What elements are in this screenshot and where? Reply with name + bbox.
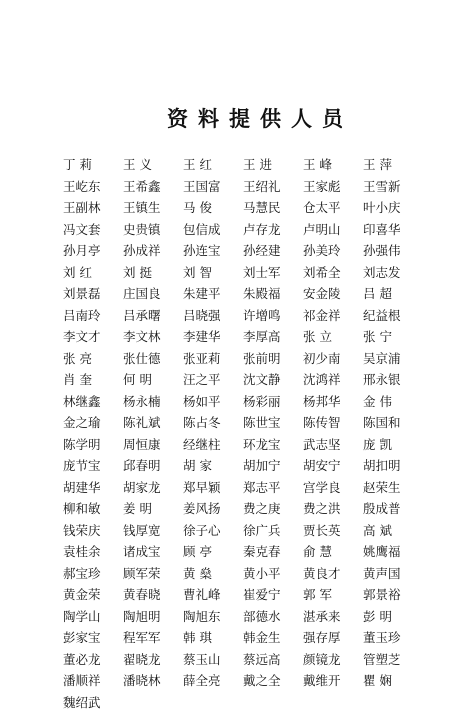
contributor-name: 陈世宝 [243,412,303,434]
contributor-name: 马慧民 [243,197,303,219]
contributor-name: 张 立 [303,326,363,348]
contributor-name: 韩金生 [243,627,303,649]
contributor-name: 郝宝珍 [63,563,123,585]
contributor-name: 董必龙 [63,649,123,671]
contributor-name: 王 进 [243,154,303,176]
contributor-name: 林继鑫 [63,391,123,413]
contributor-name: 王雪新 [363,176,423,198]
contributor-name: 仓太平 [303,197,363,219]
contributor-name: 蔡玉山 [183,649,243,671]
page-title: 资料提供人员 [0,103,450,133]
contributor-name: 包信成 [183,219,243,241]
contributor-name: 孙成祥 [123,240,183,262]
contributor-name: 姜 明 [123,498,183,520]
contributor-name: 朱建平 [183,283,243,305]
contributor-name: 王 义 [123,154,183,176]
contributor-name: 郑早颖 [183,477,243,499]
contributor-name: 瞿 娴 [363,670,423,692]
contributor-name: 刘士军 [243,262,303,284]
contributor-name: 翟晓龙 [123,649,183,671]
contributor-name: 叶小庆 [363,197,423,219]
contributor-name: 王 峰 [303,154,363,176]
contributor-name: 刘志发 [363,262,423,284]
contributor-name: 顾军荣 [123,563,183,585]
contributor-name: 刘希全 [303,262,363,284]
contributor-name: 王国富 [183,176,243,198]
contributor-name: 徐广兵 [243,520,303,542]
contributor-name: 董玉珍 [363,627,423,649]
contributor-name: 金之瑜 [63,412,123,434]
contributor-name: 高 斌 [363,520,423,542]
contributor-name: 刘景磊 [63,283,123,305]
contributor-name: 杨如平 [183,391,243,413]
contributor-name: 姜风扬 [183,498,243,520]
contributor-name: 吴京浦 [363,348,423,370]
contributor-name: 汪之平 [183,369,243,391]
contributor-name: 黄小平 [243,563,303,585]
contributor-name: 沈文静 [243,369,303,391]
contributor-name: 陈学明 [63,434,123,456]
contributor-name: 刘 智 [183,262,243,284]
contributor-name: 秦克春 [243,541,303,563]
contributor-name: 管塑芝 [363,649,423,671]
contributor-name: 黄良才 [303,563,363,585]
contributor-name: 宫学良 [303,477,363,499]
contributor-name: 金 伟 [363,391,423,413]
contributor-name: 孙连宝 [183,240,243,262]
contributor-name: 王 萍 [363,154,423,176]
contributor-name: 刘 挺 [123,262,183,284]
contributor-name: 黄金荣 [63,584,123,606]
contributor-name: 贾长英 [303,520,363,542]
contributor-name: 陶旭明 [123,606,183,628]
contributor-name: 曹礼峰 [183,584,243,606]
contributor-name: 赵荣生 [363,477,423,499]
contributor-name: 颜镜龙 [303,649,363,671]
contributor-name: 费之庚 [243,498,303,520]
contributor-name: 李文才 [63,326,123,348]
contributor-name: 吕晓强 [183,305,243,327]
contributor-name: 程军军 [123,627,183,649]
contributor-name: 俞 慧 [303,541,363,563]
contributor-name: 陶学山 [63,606,123,628]
contributor-name: 陈传智 [303,412,363,434]
contributor-name: 王屹东 [63,176,123,198]
contributor-name: 王家彪 [303,176,363,198]
contributor-name: 朱殿福 [243,283,303,305]
contributor-name: 袁桂余 [63,541,123,563]
contributor-name: 孙经建 [243,240,303,262]
contributor-name: 吕南玲 [63,305,123,327]
contributor-name: 刘 红 [63,262,123,284]
contributor-name: 杨邦华 [303,391,363,413]
contributor-name: 陈礼斌 [123,412,183,434]
contributor-name: 陈国和 [363,412,423,434]
contributor-name: 黄声国 [363,563,423,585]
contributor-name: 潘顺祥 [63,670,123,692]
contributor-name: 胡扣明 [363,455,423,477]
contributor-name: 郑志平 [243,477,303,499]
contributor-name: 魏绍武 [63,692,123,713]
contributor-name: 韩 琪 [183,627,243,649]
contributor-name: 崔爱宁 [243,584,303,606]
contributor-name: 强存厚 [303,627,363,649]
contributor-name: 沈鸿祥 [303,369,363,391]
contributor-name: 何 明 [123,369,183,391]
contributor-name: 庞节宝 [63,455,123,477]
contributor-name: 湛承来 [303,606,363,628]
contributor-name: 胡 家 [183,455,243,477]
contributor-name: 王 红 [183,154,243,176]
contributor-name: 诸成宝 [123,541,183,563]
contributor-name: 戴之全 [243,670,303,692]
contributor-name: 钱荣庆 [63,520,123,542]
contributor-name: 张 亮 [63,348,123,370]
contributor-name: 潘晓林 [123,670,183,692]
contributor-name: 李文林 [123,326,183,348]
contributor-name: 杨永楠 [123,391,183,413]
contributor-name: 李建华 [183,326,243,348]
contributor-name: 吕承曙 [123,305,183,327]
contributor-name: 祁金祥 [303,305,363,327]
contributor-name: 张前明 [243,348,303,370]
contributor-name: 徐子心 [183,520,243,542]
contributor-name: 肖 奎 [63,369,123,391]
contributor-name: 彭 明 [363,606,423,628]
contributor-name: 史贵镇 [123,219,183,241]
contributor-name: 彭家宝 [63,627,123,649]
contributor-name: 武志坚 [303,434,363,456]
contributor-name: 吕 超 [363,283,423,305]
contributor-name: 顾 亭 [183,541,243,563]
name-grid [63,154,423,713]
contributor-name: 印喜华 [363,219,423,241]
contributor-name: 部德水 [243,606,303,628]
contributor-name: 邱春明 [123,455,183,477]
contributor-name: 张 宁 [363,326,423,348]
contributor-name: 李厚高 [243,326,303,348]
contributor-name: 王镇生 [123,197,183,219]
contributor-name: 张亚莉 [183,348,243,370]
contributor-name: 戴维开 [303,670,363,692]
contributor-name: 薛全亮 [183,670,243,692]
contributor-name: 王绍礼 [243,176,303,198]
contributor-name: 郭景裕 [363,584,423,606]
contributor-name: 经继柱 [183,434,243,456]
contributor-name: 卢明山 [303,219,363,241]
contributor-name: 环龙宝 [243,434,303,456]
contributor-name: 孙月亭 [63,240,123,262]
contributor-name: 郭 军 [303,584,363,606]
contributor-name: 胡安宁 [303,455,363,477]
contributor-name: 张仕德 [123,348,183,370]
contributor-name: 蔡远高 [243,649,303,671]
contributor-name: 安金陵 [303,283,363,305]
contributor-name: 周恒康 [123,434,183,456]
contributor-name: 马 俊 [183,197,243,219]
contributor-name: 孙强伟 [363,240,423,262]
contributor-name: 庞 凯 [363,434,423,456]
contributor-name: 姚鹰福 [363,541,423,563]
contributor-name: 庄国良 [123,283,183,305]
contributor-name: 柳和敏 [63,498,123,520]
contributor-name: 卢存龙 [243,219,303,241]
contributor-name: 殷成普 [363,498,423,520]
contributor-name: 许增鸣 [243,305,303,327]
contributor-name: 陈占冬 [183,412,243,434]
contributor-name: 王副林 [63,197,123,219]
contributor-name: 胡加宁 [243,455,303,477]
contributor-name: 丁 莉 [63,154,123,176]
contributor-name: 杨彩丽 [243,391,303,413]
contributor-name: 黄春晓 [123,584,183,606]
contributor-name: 邢永银 [363,369,423,391]
contributor-name: 钱厚宽 [123,520,183,542]
contributor-name: 纪益根 [363,305,423,327]
contributor-name: 胡建华 [63,477,123,499]
contributor-name: 费之洪 [303,498,363,520]
contributor-name: 陶旭东 [183,606,243,628]
contributor-name: 初少南 [303,348,363,370]
contributor-name: 王希鑫 [123,176,183,198]
contributor-name: 冯文套 [63,219,123,241]
contributor-name: 孙美玲 [303,240,363,262]
contributor-name: 胡家龙 [123,477,183,499]
contributor-name: 黄 燊 [183,563,243,585]
